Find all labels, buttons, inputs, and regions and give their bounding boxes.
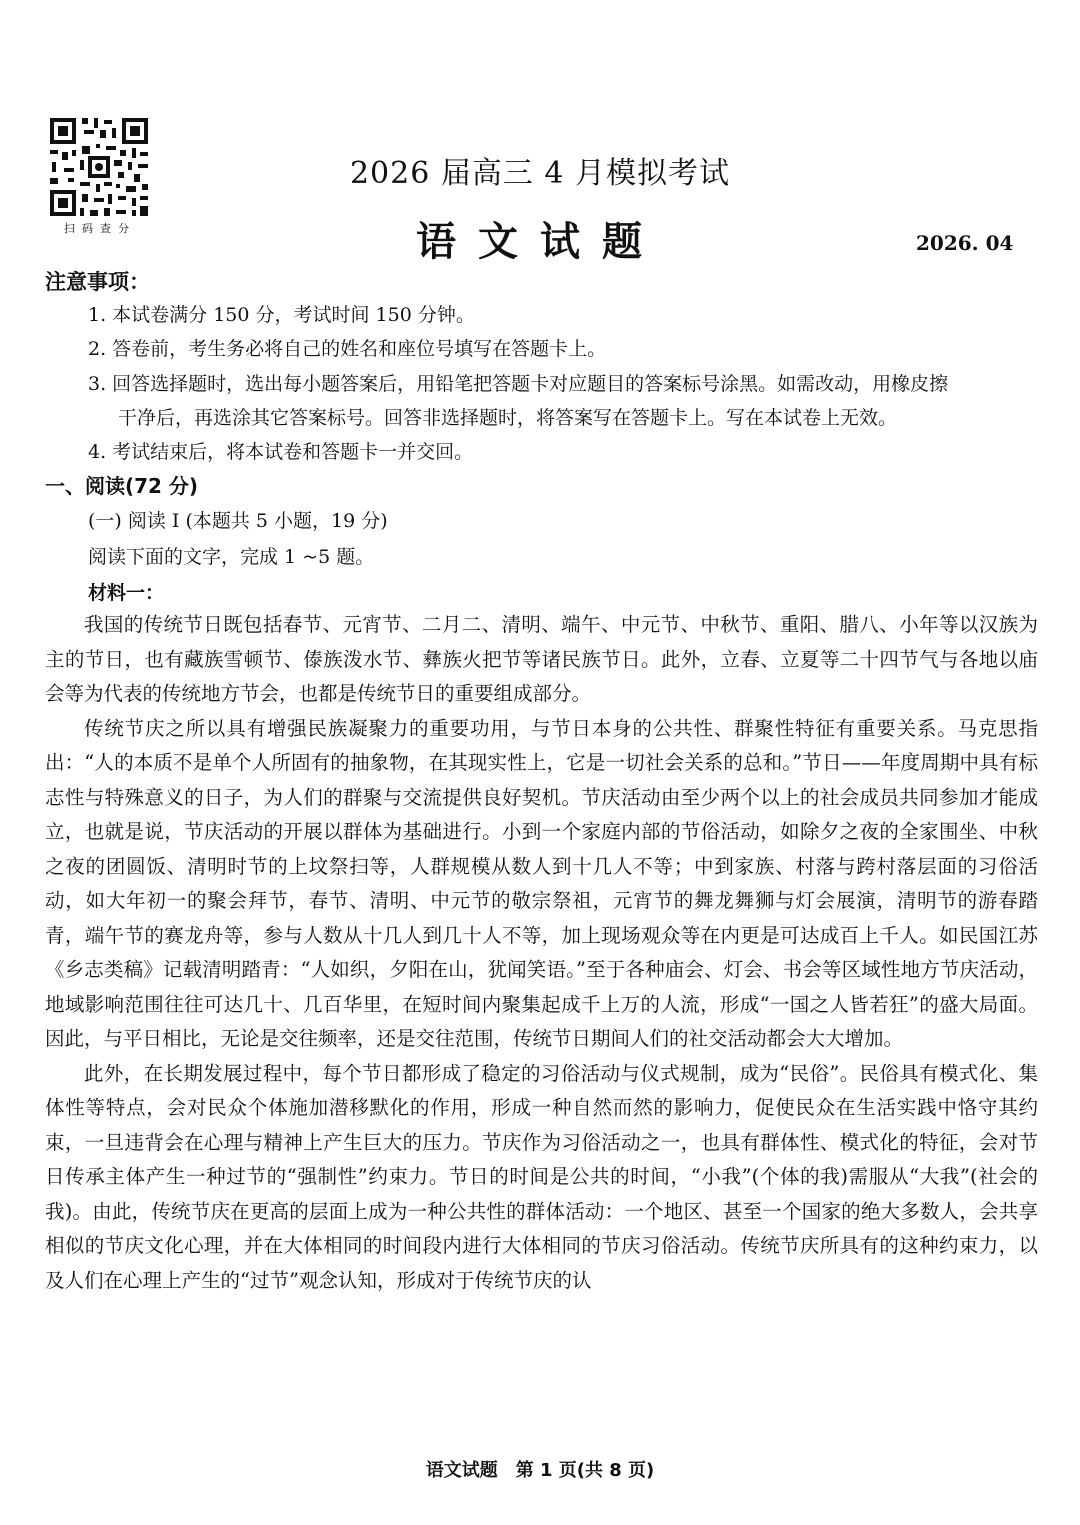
notice-item-4: 4. 考试结束后，将本试卷和答题卡一并交回。	[88, 441, 474, 464]
exam-title: 2026 届高三 4 月模拟考试	[349, 156, 731, 191]
section-heading: 一、阅读(72 分)	[45, 474, 199, 498]
material-label: 材料一：	[88, 582, 165, 604]
notice-item-2: 2. 答卷前，考生务必将自己的姓名和座位号填写在答题卡上。	[88, 338, 607, 361]
notice-item-3: 3. 回答选择题时，选出每小题答案后，用铅笔把答题卡对应题目的答案标号涂黑。如需改动，用橡皮擦	[88, 372, 949, 395]
page-footer: 语文试题 第 1 页(共 8 页)	[425, 1460, 655, 1481]
passage-paragraph-3: 此外，在长期发展过程中，每个节日都形成了稳定的习俗活动与仪式规制，成为“民俗”。民俗具有模式化、集体性等特点，会对民众个体施加潜移默化的作用，形成一种自然而然的影响力，促使民众在生活实践中恪守其约束，一旦违背会在心理与精神上产生巨大的压力。节庆作为习俗活动之一，也具有群体性、模式化的特征，会对节日传承主体产生一种过节的“强制性”约束力。节日的时间是公共的时间，“小我”(个体的我)需服从“大我”(社会的我)。由此，传统节庆在更高的层面上成为一种公共性的群体活动：一个地区、甚至一个国家的绝大多数人，会共享相似的节庆文化心理，并在大体相同的时间段内进行大体相同的节庆习俗活动。传统节庆所具有的这种约束力，以及人们在心理上产生的“过节”观念认知，形成对于传统节庆的认	[45, 1061, 1038, 1292]
qr-caption: 扫码查分	[64, 222, 136, 235]
passage-paragraph-2: 传统节庆之所以具有增强民族凝聚力的重要功用，与节日本身的公共性、群聚性特征有重要关系。马克思指出：“人的本质不是单个人所固有的抽象物，在其现实性上，它是一切社会关系的总和。”节日——年度周期中具有标志性与特殊意义的日子，为人们的群聚与交流提供良好契机。节庆活动由至少两个以上的社会成员共同参加才能成立，也就是说，节庆活动的开展以群体为基础进行。小到一个家庭内部的节俗活动，如除夕之夜的全家围坐、中秋之夜的团圆饭、清明时节的上坟祭扫等，人群规模从数人到十几人不等；中到家族、村落与跨村落层面的习俗活动，如大年初一的聚会拜节，春节、清明、中元节的敬宗祭祖，元宵节的舞龙舞狮与灯会展演，清明节的游春踏青，端午节的赛龙舟等，参与人数从十几人到几十人不等，加上现场观众等在内更是可达成百上千人。如民国江苏《乡志类稿》记载清明踏青：“人如织，夕阳在山，犹闻笑语。”至于各种庙会、灯会、书会等区域性地方节庆活动，地域影响范围往往可达几十、几百华里，在短时间内聚集起成千上万的人流，形成“一国之人皆若狂”的盛大局面。因此，与平日相比，无论是交往频率，还是交往范围，传统节日期间人们的社交活动都会大大增加。	[45, 716, 1038, 1050]
subject-title: 语文试题	[416, 219, 664, 265]
exam-date: 2026. 04	[916, 231, 1014, 255]
notice-item-3-continued: 干净后，再选涂其它答案标号。回答非选择题时，将答案写在答题卡上。写在本试卷上无效。	[118, 406, 898, 429]
reading-instruction: 阅读下面的文字，完成 1 ~5 题。	[88, 546, 375, 568]
passage-body	[45, 608, 1038, 1298]
notice-heading: 注意事项：	[45, 270, 150, 294]
passage-paragraph-1: 我国的传统节日既包括春节、元宵节、二月二、清明、端午、中元节、中秋节、重阳、腊八、小年等以汉族为主的节日，也有藏族雪顿节、傣族泼水节、彝族火把节等诸民族节日。此外，立春、立夏等二十四节气与各地以庙会等为代表的传统地方节会，也都是传统节日的重要组成部分。	[45, 613, 1038, 705]
notice-item-1: 1. 本试卷满分 150 分，考试时间 150 分钟。	[88, 304, 475, 326]
notice-list	[88, 298, 1038, 469]
sub-section-heading: (一) 阅读 Ⅰ (本题共 5 小题，19 分)	[88, 510, 388, 532]
